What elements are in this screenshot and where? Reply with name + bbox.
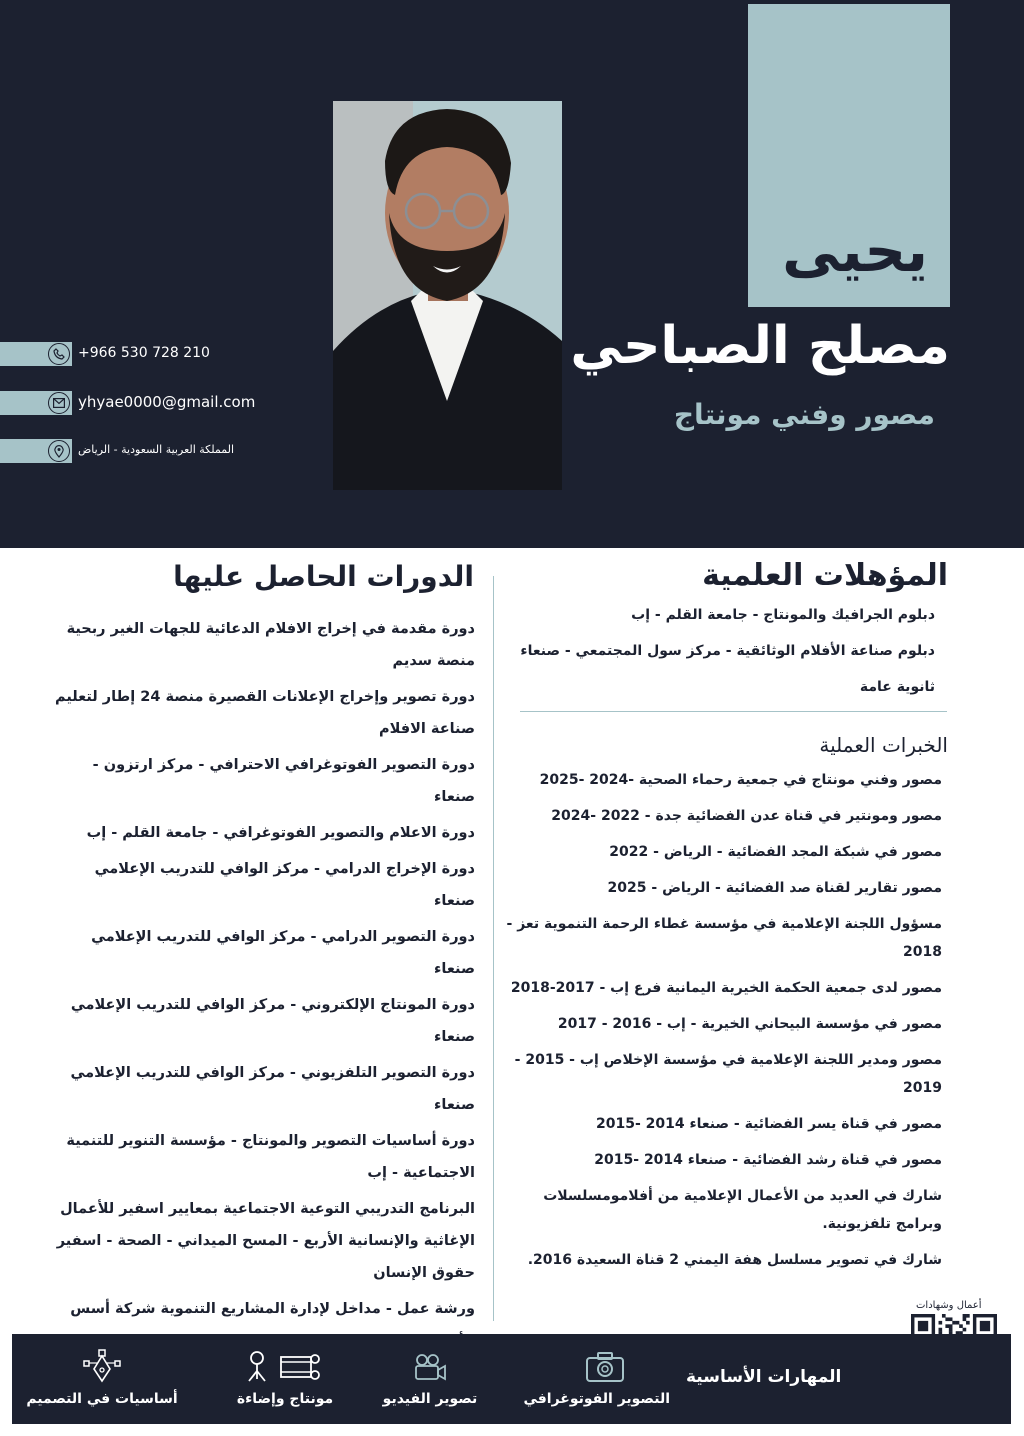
experience-item: مصور لدى جمعية الحكمة الخيرية اليمانية فرع إب - 2017-2018 [510, 980, 942, 996]
qualifications-list [520, 606, 945, 714]
experience-item: مسؤول اللجنة الإعلامية في مؤسسة غطاء الرحمة التنموية تعز - 2018 [506, 916, 942, 960]
email-icon [48, 392, 70, 414]
course-item: البرنامج التدريبي التوعية الاجتماعية بمعايير اسفير للأعمال الإغاثية والإنسانية الأربع - المسح الميداني - الصحة - اسفير حقوق الإنسان [56, 1201, 475, 1281]
section-divider [520, 711, 947, 712]
design-pen-icon [22, 1347, 182, 1383]
course-item: دورة التصوير التلفزيوني - مركز الوافي للتدريب الإعلامي صنعاء [70, 1065, 475, 1113]
qualification-item: دبلوم الجرافيك والمونتاج - جامعة القلم - إب [631, 607, 935, 623]
skill-label: تصوير الفيديو [382, 1391, 478, 1407]
column-divider [493, 576, 494, 1321]
course-item: دورة أساسيات التصوير والمونتاج - مؤسسة التنوير للتنمية الاجتماعية - إب [66, 1133, 475, 1181]
camera-icon [540, 1347, 670, 1383]
profile-photo [333, 101, 562, 490]
course-item: دورة مقدمة في إخراج الافلام الدعائية للجهات الغير ربحية منصة سديم [66, 621, 475, 669]
qualifications-title: المؤهلات العلمية [702, 558, 948, 593]
phone-icon [48, 343, 70, 365]
course-item: دورة الإخراج الدرامي - مركز الوافي للتدريب الإعلامي صنعاء [94, 861, 475, 909]
courses-title: الدورات الحاصل عليها [173, 560, 474, 593]
course-item: دورة التصوير الفوتوغرافي الاحترافي - مركز ارتزون - صنعاء [92, 757, 475, 805]
phone-number[interactable]: +966 530 728 210 [78, 345, 210, 361]
course-item: دورة الاعلام والتصوير الفوتوغرافي - جامعة القلم - إب [86, 825, 475, 841]
experience-item: شارك في العديد من الأعمال الإعلامية من أفلامومسلسلات وبرامج تلفزيونية. [543, 1188, 942, 1232]
course-item: ورشة عمل - مداخل لإدارة المشاريع التنموية شركة أسس [70, 1301, 475, 1317]
experience-list [500, 766, 942, 1282]
courses-list [50, 613, 475, 1361]
location-pin-icon [48, 440, 70, 462]
experience-item: مصور في قناة يسر الفضائية - صنعاء 2014 -2015 [595, 1116, 942, 1132]
video-camera-icon [375, 1347, 485, 1383]
skill-label: مونتاج وإضاءة [236, 1391, 334, 1407]
course-item: دورة تصوير وإخراج الإعلانات القصيرة منصة 24 إطار لتعليم صناعة الافلام [54, 689, 475, 737]
skills-title: المهارات الأساسية [686, 1367, 842, 1387]
skill-photography [523, 1347, 670, 1407]
experience-item: مصور وفني مونتاج في جمعية رحماء الصحية -2024 -2025 [539, 772, 942, 788]
location-text: المملكة العربية السعودية - الرياض [78, 443, 235, 456]
qr-label: أعمال وشهادات [916, 1300, 982, 1311]
skill-label: التصوير الفوتوغرافي [523, 1391, 670, 1407]
qualification-item: دبلوم صناعة الأفلام الوثائقية - مركز سول المجتمعي - صنعاء [520, 643, 935, 659]
experience-item: مصور في مؤسسة البيحاني الخيرية - إب - 2016 - 2017 [557, 1016, 942, 1032]
experience-item: مصور ومونتير في قناة عدن الفضائية جدة - 2022 -2024 [551, 808, 942, 824]
experience-item: مصور تقارير لقناة صد الفضائية - الرياض - 2025 [607, 880, 942, 896]
experience-title: الخبرات العملية [819, 733, 948, 757]
skill-editing [225, 1347, 345, 1407]
qualification-item: ثانوية عامة [859, 679, 935, 695]
skill-design [22, 1347, 182, 1407]
editing-lighting-icon [225, 1347, 345, 1383]
experience-item: شارك في تصوير مسلسل هفة اليمني 2 قناة السعيدة 2016. [527, 1252, 942, 1268]
experience-item: مصور في قناة رشد الفضائية - صنعاء 2014 -2015 [594, 1152, 942, 1168]
experience-item: مصور ومدير اللجنة الإعلامية في مؤسسة الإخلاص إب - 2015 - 2019 [514, 1052, 942, 1096]
course-item: دورة المونتاج الإلكتروني - مركز الوافي للتدريب الإعلامي صنعاء [70, 997, 475, 1045]
skill-videography [375, 1347, 485, 1407]
skill-label: أساسيات في التصميم [26, 1391, 178, 1407]
last-name: مصلح الصباحي [570, 316, 950, 376]
job-title: مصور وفني مونتاج [673, 398, 935, 431]
email-address[interactable]: yhyae0000@gmail.com [78, 393, 256, 411]
experience-item: مصور في شبكة المجد الفضائية - الرياض - 2022 [609, 844, 942, 860]
course-item: دورة التصوير الدرامي - مركز الوافي للتدريب الإعلامي صنعاء [91, 929, 475, 977]
first-name: يحيى [782, 217, 928, 285]
